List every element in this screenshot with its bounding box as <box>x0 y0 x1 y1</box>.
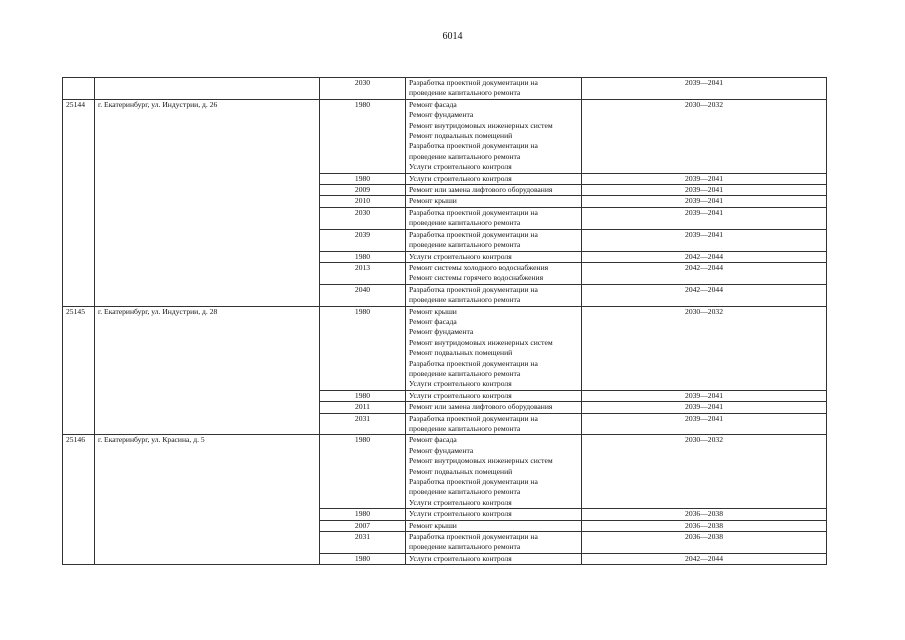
building-id-cell: 25145 <box>63 306 95 435</box>
work-type-line: Ремонт или замена лифтового оборудования <box>409 185 553 195</box>
table-row <box>63 99 827 173</box>
year-cell: 2013 <box>320 262 406 284</box>
work-type-line: Ремонт крыши <box>409 520 457 530</box>
building-id-cell: 25146 <box>63 435 95 565</box>
work-type-cell <box>406 435 582 509</box>
work-type-line: Ремонт внутридомовых инженерных систем <box>409 456 553 466</box>
year-cell: 1980 <box>320 509 406 520</box>
year-cell: 2039 <box>320 229 406 251</box>
work-type-line: Разработка проектной документации на <box>409 477 538 487</box>
address-cell <box>95 78 320 100</box>
work-type-line: Ремонт подвальных помещений <box>409 348 513 358</box>
work-type-cell <box>406 413 582 435</box>
work-type-line: Ремонт внутридомовых инженерных систем <box>409 120 553 130</box>
period-cell: 2042—2044 <box>582 262 827 284</box>
period-cell: 2036—2038 <box>582 509 827 520</box>
work-type-line: Ремонт фасада <box>409 99 457 109</box>
period-cell: 2036—2038 <box>582 532 827 554</box>
work-type-cell <box>406 207 582 229</box>
year-cell: 1980 <box>320 553 406 564</box>
work-type-line: Разработка проектной документации на <box>409 229 538 239</box>
work-type-cell <box>406 532 582 554</box>
work-type-line: Услуги строительного контроля <box>409 162 512 172</box>
work-type-line: проведение капитального ремонта <box>409 151 521 161</box>
table-row <box>63 435 827 509</box>
work-type-line: Ремонт крыши <box>409 306 457 316</box>
building-id-cell: 25144 <box>63 99 95 306</box>
period-cell: 2030—2032 <box>582 306 827 390</box>
work-type-line: Ремонт подвальных помещений <box>409 131 513 141</box>
year-cell: 2009 <box>320 185 406 196</box>
work-type-cell <box>406 509 582 520</box>
work-type-line: Ремонт фасада <box>409 435 457 445</box>
year-cell: 2007 <box>320 520 406 531</box>
work-type-line: Услуги строительного контроля <box>409 173 512 183</box>
building-id-cell <box>63 78 95 100</box>
work-type-line: Ремонт или замена лифтового оборудования <box>409 402 553 412</box>
work-type-line: проведение капитального ремонта <box>409 424 521 433</box>
work-type-line: проведение капитального ремонта <box>409 368 521 378</box>
work-type-cell <box>406 196 582 207</box>
work-type-cell <box>406 173 582 184</box>
work-type-cell <box>406 284 582 306</box>
year-cell: 2031 <box>320 532 406 554</box>
period-cell: 2039—2041 <box>582 229 827 251</box>
work-type-line: проведение капитального ремонта <box>409 218 521 228</box>
work-type-line: Разработка проектной документации на <box>409 532 538 542</box>
work-type-line: проведение капитального ремонта <box>409 88 521 98</box>
work-type-cell <box>406 78 582 100</box>
year-cell: 1980 <box>320 435 406 509</box>
period-cell: 2039—2041 <box>582 402 827 413</box>
year-cell: 1980 <box>320 251 406 262</box>
work-type-line: Ремонт внутридомовых инженерных систем <box>409 337 553 347</box>
work-type-cell <box>406 229 582 251</box>
address-cell: г. Екатеринбург, ул. Красина, д. 5 <box>95 435 320 565</box>
work-type-line: Услуги строительного контроля <box>409 553 512 563</box>
year-cell: 2040 <box>320 284 406 306</box>
capital-repair-table <box>62 77 827 565</box>
period-cell: 2036—2038 <box>582 520 827 531</box>
year-cell: 2030 <box>320 78 406 100</box>
period-cell: 2042—2044 <box>582 553 827 564</box>
work-type-cell <box>406 185 582 196</box>
year-cell: 1980 <box>320 390 406 401</box>
work-type-line: Разработка проектной документации на <box>409 413 538 423</box>
work-type-line: Услуги строительного контроля <box>409 379 512 389</box>
work-type-cell <box>406 251 582 262</box>
work-type-line: Ремонт крыши <box>409 196 457 206</box>
period-cell: 2042—2044 <box>582 251 827 262</box>
period-cell: 2039—2041 <box>582 413 827 435</box>
table-row <box>63 306 827 390</box>
work-type-cell <box>406 520 582 531</box>
work-type-line: Услуги строительного контроля <box>409 497 512 507</box>
work-type-line: Ремонт фундамента <box>409 110 474 120</box>
work-type-line: Разработка проектной документации на <box>409 284 538 294</box>
work-type-line: проведение капитального ремонта <box>409 240 521 250</box>
work-type-cell <box>406 390 582 401</box>
work-type-line: Услуги строительного контроля <box>409 509 512 519</box>
work-type-line: проведение капитального ремонта <box>409 295 521 305</box>
work-type-cell <box>406 553 582 564</box>
work-type-line: Разработка проектной документации на <box>409 207 538 217</box>
work-type-line: проведение капитального ремонта <box>409 487 521 497</box>
work-type-line: Ремонт системы горячего водоснабжения <box>409 273 544 283</box>
year-cell: 2011 <box>320 402 406 413</box>
work-type-line: Ремонт системы холодного водоснабжения <box>409 262 549 272</box>
year-cell: 1980 <box>320 306 406 390</box>
table-body <box>63 78 827 565</box>
work-type-line: проведение капитального ремонта <box>409 542 521 552</box>
work-type-line: Ремонт фундамента <box>409 327 474 337</box>
work-type-line: Ремонт подвальных помещений <box>409 466 513 476</box>
work-type-cell <box>406 99 582 173</box>
work-type-line: Разработка проектной документации на <box>409 358 538 368</box>
year-cell: 1980 <box>320 173 406 184</box>
year-cell: 2031 <box>320 413 406 435</box>
work-type-line: Услуги строительного контроля <box>409 390 512 400</box>
year-cell: 2030 <box>320 207 406 229</box>
work-type-cell <box>406 402 582 413</box>
work-type-line: Разработка проектной документации на <box>409 78 538 87</box>
period-cell: 2042—2044 <box>582 284 827 306</box>
period-cell: 2030—2032 <box>582 435 827 509</box>
table-row <box>63 78 827 100</box>
address-cell: г. Екатеринбург, ул. Индустрии, д. 26 <box>95 99 320 306</box>
year-cell: 1980 <box>320 99 406 173</box>
period-cell: 2039—2041 <box>582 185 827 196</box>
year-cell: 2010 <box>320 196 406 207</box>
period-cell: 2039—2041 <box>582 78 827 100</box>
work-type-line: Ремонт фундамента <box>409 445 474 455</box>
work-type-line: Ремонт фасада <box>409 316 457 326</box>
work-type-cell <box>406 262 582 284</box>
period-cell: 2030—2032 <box>582 99 827 173</box>
period-cell: 2039—2041 <box>582 207 827 229</box>
period-cell: 2039—2041 <box>582 173 827 184</box>
period-cell: 2039—2041 <box>582 390 827 401</box>
address-cell: г. Екатеринбург, ул. Индустрии, д. 28 <box>95 306 320 435</box>
work-type-line: Услуги строительного контроля <box>409 251 512 261</box>
period-cell: 2039—2041 <box>582 196 827 207</box>
page-number: 6014 <box>442 31 463 42</box>
work-type-line: Разработка проектной документации на <box>409 141 538 151</box>
work-type-cell <box>406 306 582 390</box>
